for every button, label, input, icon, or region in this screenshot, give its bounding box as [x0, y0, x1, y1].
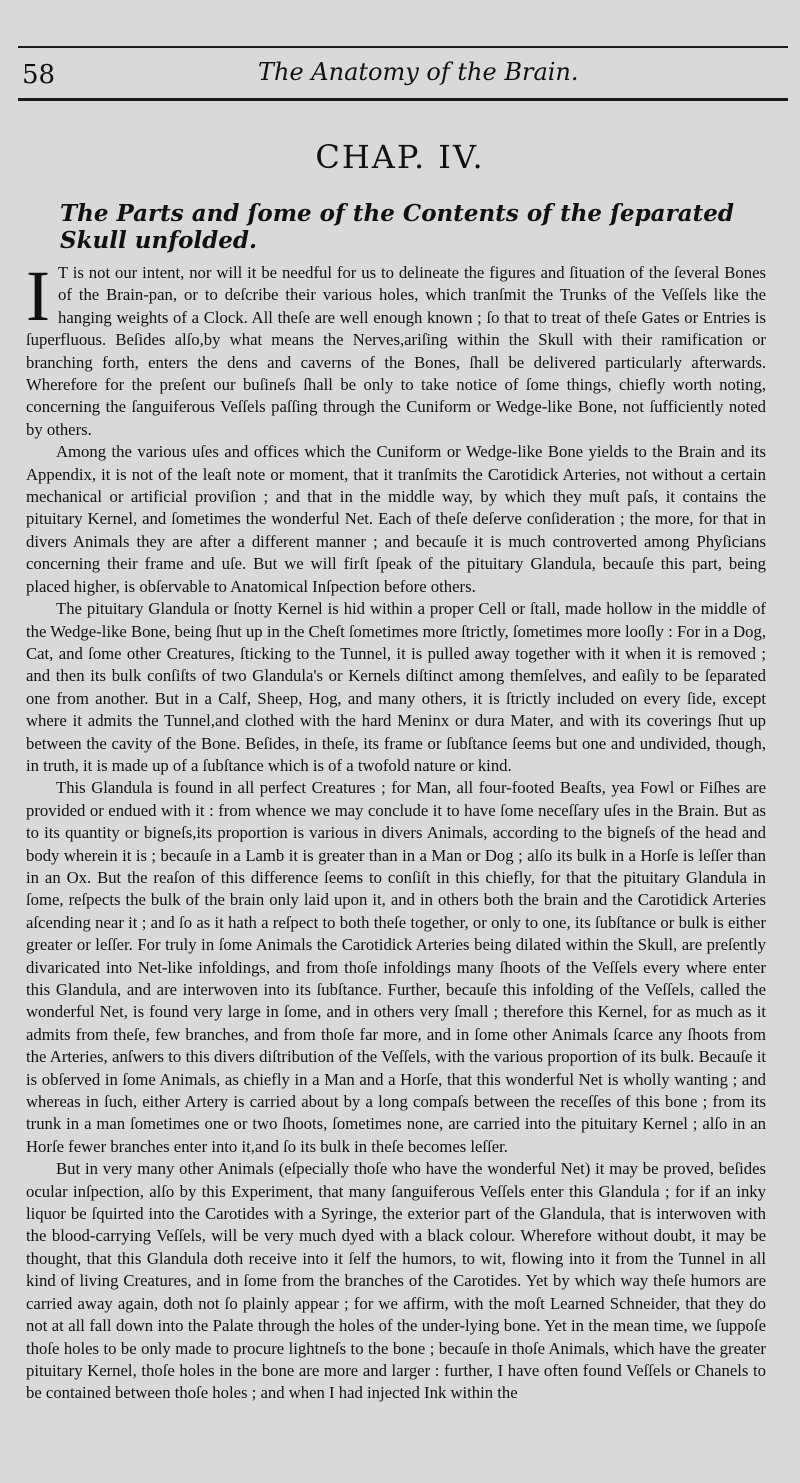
paragraph	[26, 256, 766, 441]
running-title: The Anatomy of the Brain.	[258, 58, 579, 86]
body-text	[26, 256, 766, 1405]
paragraph: The pituitary Glandula or ſnotty Kernel is hid within a proper Cell or ſtall, made hollow in the middle of the Wedge-like Bone, being ſhut up in the Cheſt ſometimes more ſtrictly, ſometimes more looſly : For in a Dog, Cat, and ſome other Creatures, ſticking to the Tunnel, it is pulled away together with it when it is removed ; and then its bulk conſiſts of two Glandula's or Kernels diſtinct among themſelves, and eaſily to be ſeparated one from another. But in a Calf, Sheep, Hog, and many others, it is ſtrictly included on every ſide, except where it admits the Tunnel,and clothed with the hard Meninx or dura Mater, and with its coverings ſhut up between the cavity of the Bone. Beſides, in theſe, its frame or ſubſtance ſeems but one and undivided, though, in truth, it is made up of a ſubſtance which is of a twofold nature or kind.	[26, 599, 766, 775]
header-rule-top	[18, 46, 788, 48]
paragraph: This Glandula is found in all perfect Creatures ; for Man, all four-footed Beaſts, yea Fowl or Fiſhes are provided or endued with it : from whence we may conclude it to have ſome neceſſary uſes in the Brain. But as to its quantity or bigneſs,its proportion is various in divers Animals, according to the bigneſs of the head and body wherein it is ; becauſe in a Lamb it is greater than in a Man or Dog ; alſo its bulk in a Horſe is leſſer than in an Ox. But the reaſon of this difference ſeems to conſiſt in this chiefly, for that the pituitary Glandula in ſome, reſpects the bulk of the brain only laid upon it, and in others both the brain and the Carotidick Arteries aſcending near it ; and ſo as it hath a reſpect to both theſe together, or only to one, its ſubſtance or bulk is either greater or leſſer. For truly in ſome Animals the Carotidick Arteries being dilated within the Skull, are preſently divaricated into Net-like infoldings, and from thoſe infoldings many ſhoots of the Veſſels every where enter this Glandula, and are interwoven into its ſubſtance. Further, becauſe this infolding of the Veſſels, called the wonderful Net, is found very large in ſome, and in others very ſmall ; therefore this Kernel, for as much as it admits from theſe, few branches, and from thoſe far more, and in ſome other Animals ſcarce any ſhoots from the Arteries, anſwers to this divers diſtribution of the Veſſels, with the various proportion of its bulk. Becauſe it is obſerved in ſome Animals, as chiefly in a Man and a Horſe, that this wonderful Net is wholly wanting ; and whereas in ſuch, either Artery is carried about by a long compaſs between the receſſes of this bone ; from its trunk in a man ſometimes one or two ſhoots, ſometimes none, are carried into the pituitary Kernel ; alſo in an Horſe fewer branches enter into it,and ſo its bulk in theſe becomes leſſer.	[26, 778, 766, 1156]
header-rule-bottom	[18, 98, 788, 101]
drop-cap: I	[26, 256, 50, 336]
chapter-subtitle: The Parts and ſome of the Contents of the ſeparated Skull unfolded.	[60, 200, 734, 254]
page-number: 58	[22, 60, 56, 90]
paragraph: But in very many other Animals (eſpecially thoſe who have the wonderful Net) it may be proved, beſides ocular inſpection, alſo by this Experiment, that many ſanguiferous Veſſels enter this Glandula ; for if an inky liquor be ſquirted into the Carotides with a Syringe, the exterior part of the Glandula, that is interwoven with the blood-carrying Veſſels, will be very much dyed with a black colour. Wherefore without doubt, it may be thought, that this Glandula doth receive into it ſelf the humors, to wit, flowing into it from the Tunnel in all kind of living Creatures, and in ſome from the branches of the Carotides. Yet by which way theſe humors are carried away again, doth not ſo plainly appear ; for we affirm, with the moſt Learned Schneider, that they do not at all fall down into the Palate through the holes of the under-lying bone. Yet in the mean time, we ſuppoſe thoſe holes to be only made to procure lightneſs to the bone ; becauſe in thoſe Animals, which have the greater pituitary Kernel, thoſe holes in the bone are more and larger : further, I have often found Veſſels or Chanels to be contained between thoſe holes ; and when I had injected Ink within the	[26, 1159, 766, 1403]
chapter-title: CHAP. IV.	[315, 138, 485, 176]
paragraph-text: T is not our intent, nor will it be needful for us to delineate the figures and ſituation of the ſeveral Bones of the Brain-pan, or to deſcribe their various holes, which tranſmit the Trunks of the Veſſels like the hanging weights of a Clock. All theſe are well enough known ; ſo that to treat of theſe Gates or Entries is ſuperfluous. Beſides alſo,by what means the Nerves,ariſing within the Skull with their ramification or branching forth, enters the dens and caverns of the Bones, ſhall be delivered particularly afterwards. Wherefore for the preſent our buſineſs ſhall be only to take notice of ſome things, chiefly worth noting, concerning the ſanguiferous Veſſels paſſing through the Cuniform or Wedge-like Bone, not ſufficiently noted by others.	[26, 263, 766, 439]
paragraph: Among the various uſes and offices which the Cuniform or Wedge-like Bone yields to the Brain and its Appendix, it is not of the leaſt note or moment, that it tranſmits the Carotidick Arteries, not without a certain mechanical or artificial proviſion ; and that in the middle way, by which they muſt paſs, it contains the pituitary Kernel, and ſometimes the wonderful Net. Each of theſe deſerve conſideration ; the more, for that in divers Animals they are after a different manner ; and becauſe it is much controverted among Phyſicians concerning their frame and uſe. But we will firſt ſpeak of the pituitary Glandula, becauſe this part, being placed higher, is obſervable to Anatomical Inſpection before others.	[26, 442, 766, 596]
